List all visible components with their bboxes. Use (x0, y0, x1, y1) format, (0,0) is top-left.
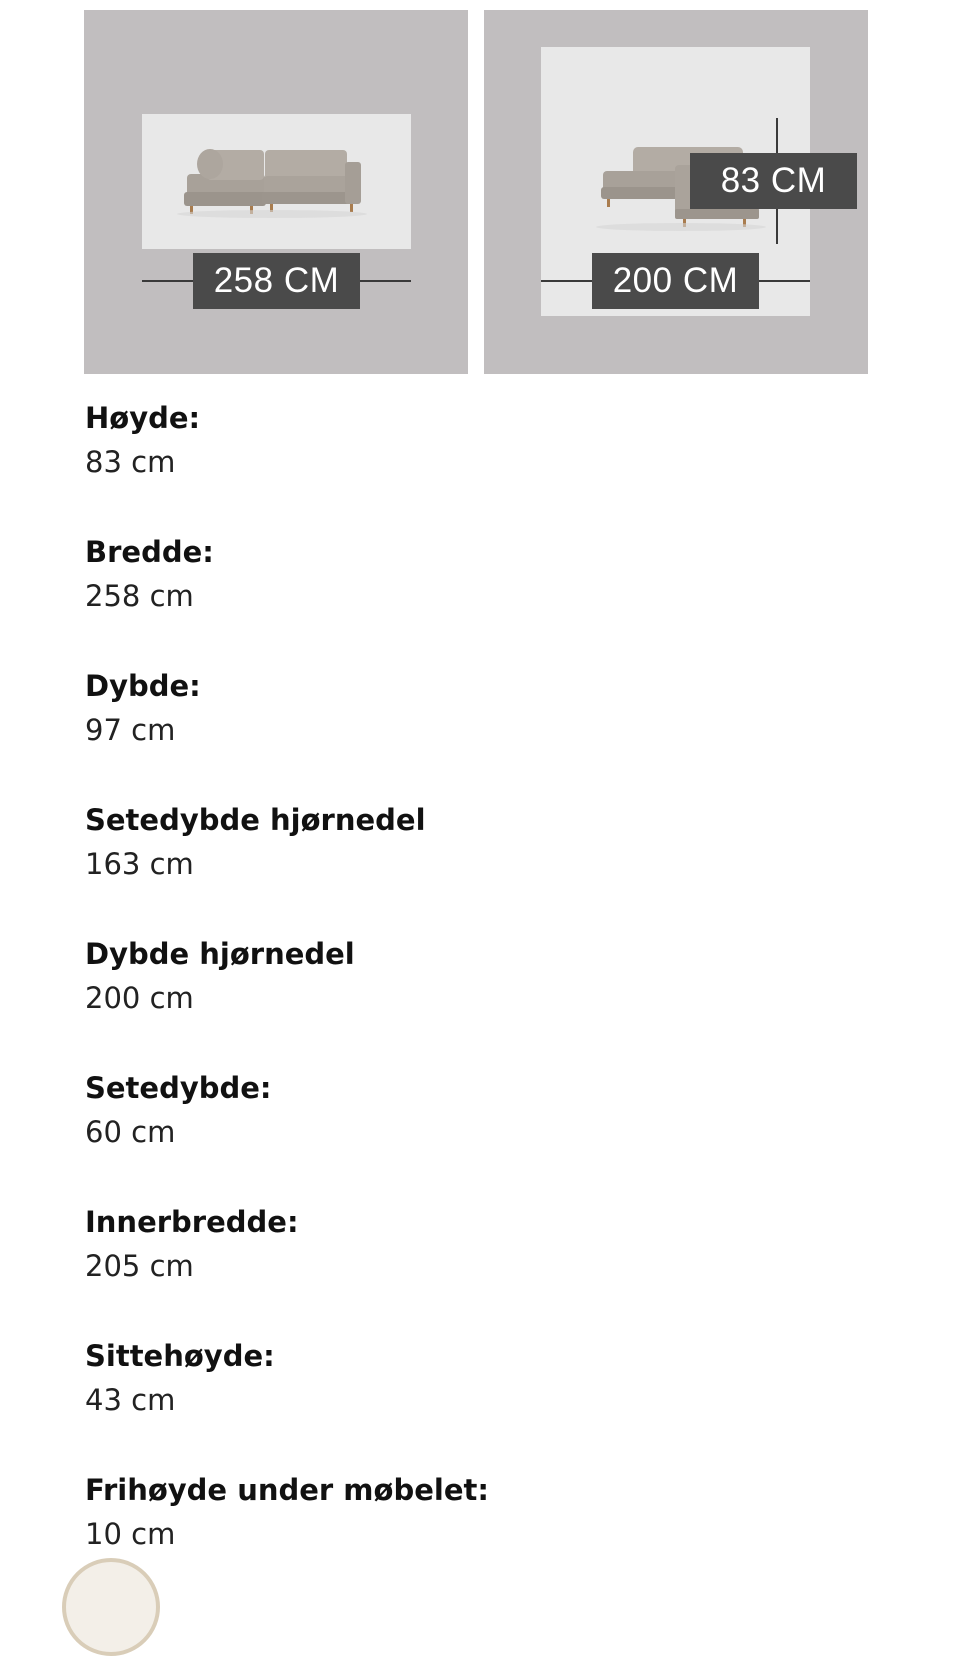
spec-value: 43 cm (85, 1383, 176, 1417)
spec-label: Setedybde hjørnedel (85, 803, 426, 837)
spec-label: Frihøyde under møbelet: (85, 1473, 489, 1507)
spec-label: Høyde: (85, 401, 201, 435)
spec-item-depth (85, 664, 885, 798)
spec-value: 258 cm (85, 579, 194, 613)
spec-value: 200 cm (85, 981, 194, 1015)
spec-item-height (85, 396, 885, 530)
spec-label: Setedybde: (85, 1071, 272, 1105)
spec-item-inner-width (85, 1200, 885, 1334)
sofa-photo-front (142, 114, 411, 249)
width-label: 258 CM (193, 253, 360, 309)
spec-item-seat-height (85, 1334, 885, 1468)
depth-label: 200 CM (592, 253, 759, 309)
spec-value: 60 cm (85, 1115, 176, 1149)
spec-label: Dybde hjørnedel (85, 937, 355, 971)
spec-label: Sittehøyde: (85, 1339, 275, 1373)
spec-item-width (85, 530, 885, 664)
spec-item-seat-depth (85, 1066, 885, 1200)
spec-label: Innerbredde: (85, 1205, 299, 1239)
spec-label: Dybde: (85, 669, 201, 703)
sofa-front-illustration (142, 114, 411, 249)
spec-value: 97 cm (85, 713, 176, 747)
spec-item-corner-depth (85, 932, 885, 1066)
spec-item-clearance (85, 1468, 885, 1602)
spec-label: Bredde: (85, 535, 214, 569)
width-dimension-image (84, 10, 468, 374)
dimension-spec-list (85, 396, 885, 1602)
depth-height-dimension-image (484, 10, 868, 374)
spec-value: 163 cm (85, 847, 194, 881)
spec-value: 10 cm (85, 1517, 176, 1551)
spec-value: 205 cm (85, 1249, 194, 1283)
spec-item-corner-seat-depth (85, 798, 885, 932)
spec-value: 83 cm (85, 445, 176, 479)
height-label: 83 CM (690, 153, 857, 209)
partial-circle-button[interactable] (62, 1558, 160, 1656)
